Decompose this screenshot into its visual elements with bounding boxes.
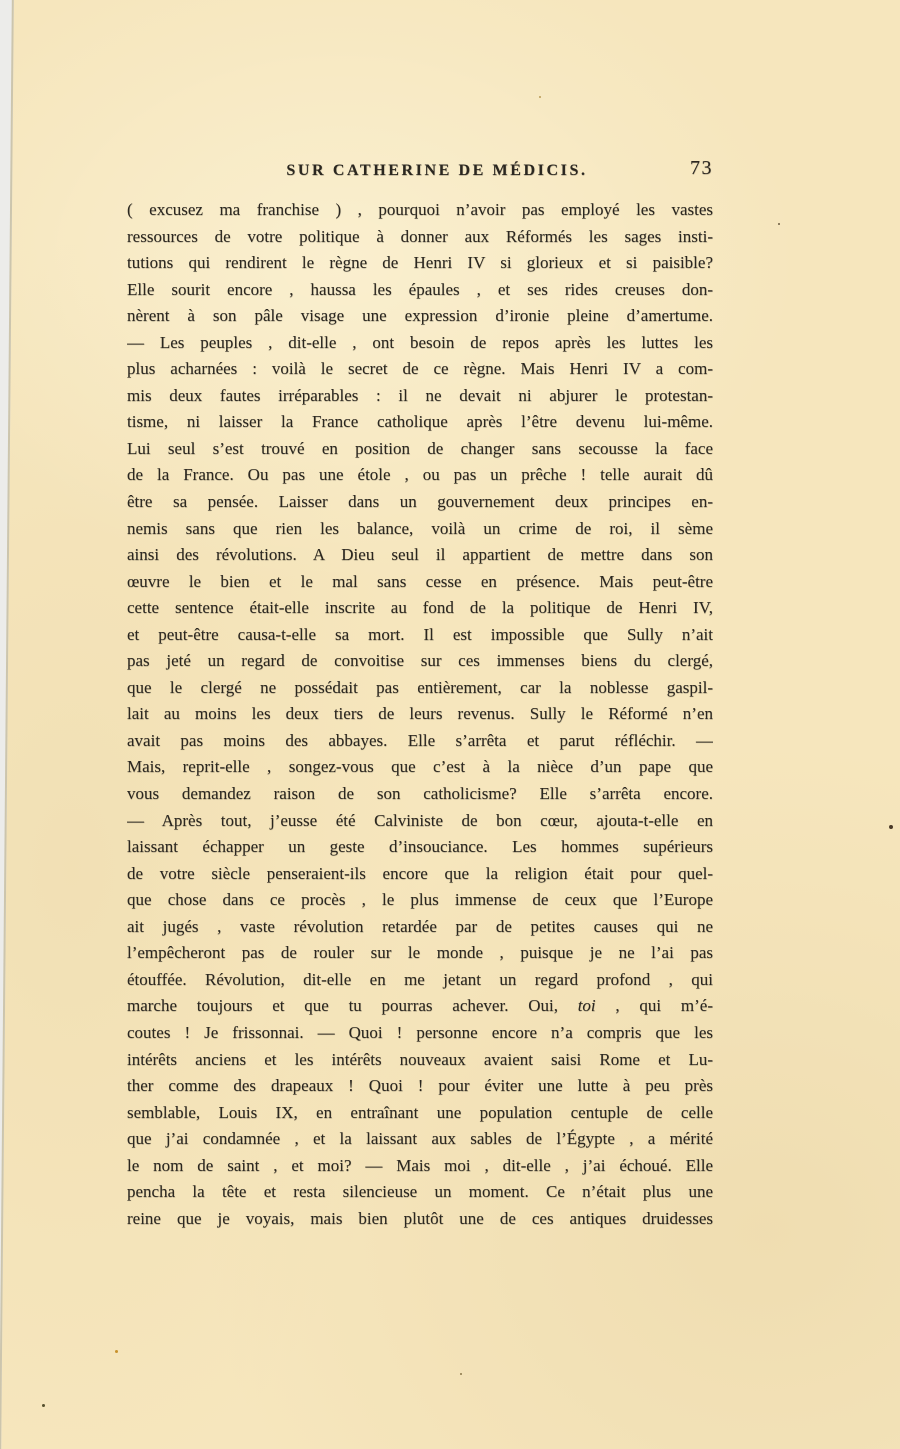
text-line: œuvre le bien et le mal sans cesse en présence. Mais peut-être bbox=[127, 571, 713, 591]
paper-speck bbox=[539, 96, 541, 98]
page-number: 73 bbox=[690, 157, 713, 179]
text-line: que j’ai condamnée , et la laissant aux sables de l’Égypte , a mérité bbox=[127, 1129, 713, 1149]
text-line: étouffée. Révolution, dit-elle en me jetant un regard profond , qui bbox=[127, 969, 713, 989]
text-line: ait jugés , vaste révolution retardée par de petites causes qui ne bbox=[127, 916, 713, 936]
text-line: de la France. Ou pas une étole , ou pas un prêche ! telle aurait dû bbox=[127, 465, 713, 485]
paper-speck bbox=[115, 1350, 118, 1353]
body-text bbox=[127, 197, 713, 1232]
text-line: nemis sans que rien les balance, voilà un crime de roi, il sème bbox=[127, 518, 713, 538]
text-line: — Après tout, j’eusse été Calviniste de bon cœur, ajouta-t-elle en bbox=[127, 810, 713, 830]
text-line: être sa pensée. Laisser dans un gouvernement deux principes en- bbox=[127, 492, 713, 512]
text-line: mis deux fautes irréparables : il ne devait ni abjurer le protestan- bbox=[127, 385, 713, 405]
text-line: avait pas moins des abbayes. Elle s’arrêta et parut réfléchir. — bbox=[127, 730, 713, 750]
scanner-page-edge bbox=[0, 0, 14, 1449]
text-line: — Les peuples , dit-elle , ont besoin de repos après les luttes les bbox=[127, 332, 713, 352]
paper-speck bbox=[778, 223, 780, 225]
text-line: plus acharnées : voilà le secret de ce règne. Mais Henri IV a com- bbox=[127, 359, 713, 379]
paper-speck bbox=[889, 825, 893, 829]
text-line: ( excusez ma franchise ) , pourquoi n’avoir pas employé les vastes bbox=[127, 200, 713, 219]
text-line: et peut-être causa-t-elle sa mort. Il est impossible que Sully n’ait bbox=[127, 624, 713, 644]
text-line: coutes ! Je frissonnai. — Quoi ! personne encore n’a compris que les bbox=[127, 1022, 713, 1042]
text-line: vous demandez raison de son catholicisme? Elle s’arrêta encore. bbox=[127, 784, 713, 804]
text-line: ressources de votre politique à donner aux Réformés les sages insti- bbox=[127, 226, 713, 246]
page-header bbox=[127, 157, 713, 192]
paper-speck bbox=[42, 1404, 45, 1407]
text-line: nèrent à son pâle visage une expression d’ironie pleine d’amertume. bbox=[127, 306, 713, 326]
paper-speck bbox=[460, 1373, 462, 1375]
text-line: Elle sourit encore , haussa les épaules , et ses rides creuses don- bbox=[127, 279, 713, 299]
text-line: Mais, reprit-elle , songez-vous que c’est à la nièce d’un pape que bbox=[127, 757, 713, 777]
text-line: intérêts anciens et les intérêts nouveaux avaient saisi Rome et Lu- bbox=[127, 1049, 713, 1069]
text-line: de votre siècle penseraient-ils encore que la religion était pour quel- bbox=[127, 863, 713, 883]
text-line: le nom de saint , et moi? — Mais moi , dit-elle , j’ai échoué. Elle bbox=[127, 1155, 713, 1175]
text-line: semblable, Louis IX, en entraînant une population centuple de celle bbox=[127, 1102, 713, 1122]
text-line: laissant échapper un geste d’insouciance. Les hommes supérieurs bbox=[127, 837, 713, 857]
text-line: pas jeté un regard de convoitise sur ces immenses biens du clergé, bbox=[127, 651, 713, 671]
text-line: tisme, ni laisser la France catholique après l’être devenu lui-même. bbox=[127, 412, 713, 432]
text-line: que le clergé ne possédait pas entièrement, car la noblesse gaspil- bbox=[127, 677, 713, 697]
text-line: pencha la tête et resta silencieuse un moment. Ce n’était plus une bbox=[127, 1182, 713, 1202]
running-title: SUR CATHERINE DE MÉDICIS. bbox=[286, 162, 588, 179]
text-line: marche toujours et que tu pourras achever. Oui, toi , qui m’é- bbox=[127, 996, 713, 1016]
text-line: cette sentence était-elle inscrite au fond de la politique de Henri IV, bbox=[127, 598, 713, 618]
text-line: que chose dans ce procès , le plus immense de ceux que l’Europe bbox=[127, 890, 713, 910]
text-line: tutions qui rendirent le règne de Henri IV si glorieux et si paisible? bbox=[127, 253, 713, 273]
text-line: Lui seul s’est trouvé en position de changer sans secousse la face bbox=[127, 438, 713, 458]
text-line: reine que je voyais, mais bien plutôt une de ces antiques druidesses bbox=[127, 1208, 713, 1228]
text-line: ainsi des révolutions. A Dieu seul il appartient de mettre dans son bbox=[127, 545, 713, 565]
text-line: l’empêcheront pas de rouler sur le monde , puisque je ne l’ai pas bbox=[127, 943, 713, 963]
text-line: ther comme des drapeaux ! Quoi ! pour éviter une lutte à peu près bbox=[127, 1076, 713, 1096]
text-line: lait au moins les deux tiers de leurs revenus. Sully le Réformé n’en bbox=[127, 704, 713, 724]
